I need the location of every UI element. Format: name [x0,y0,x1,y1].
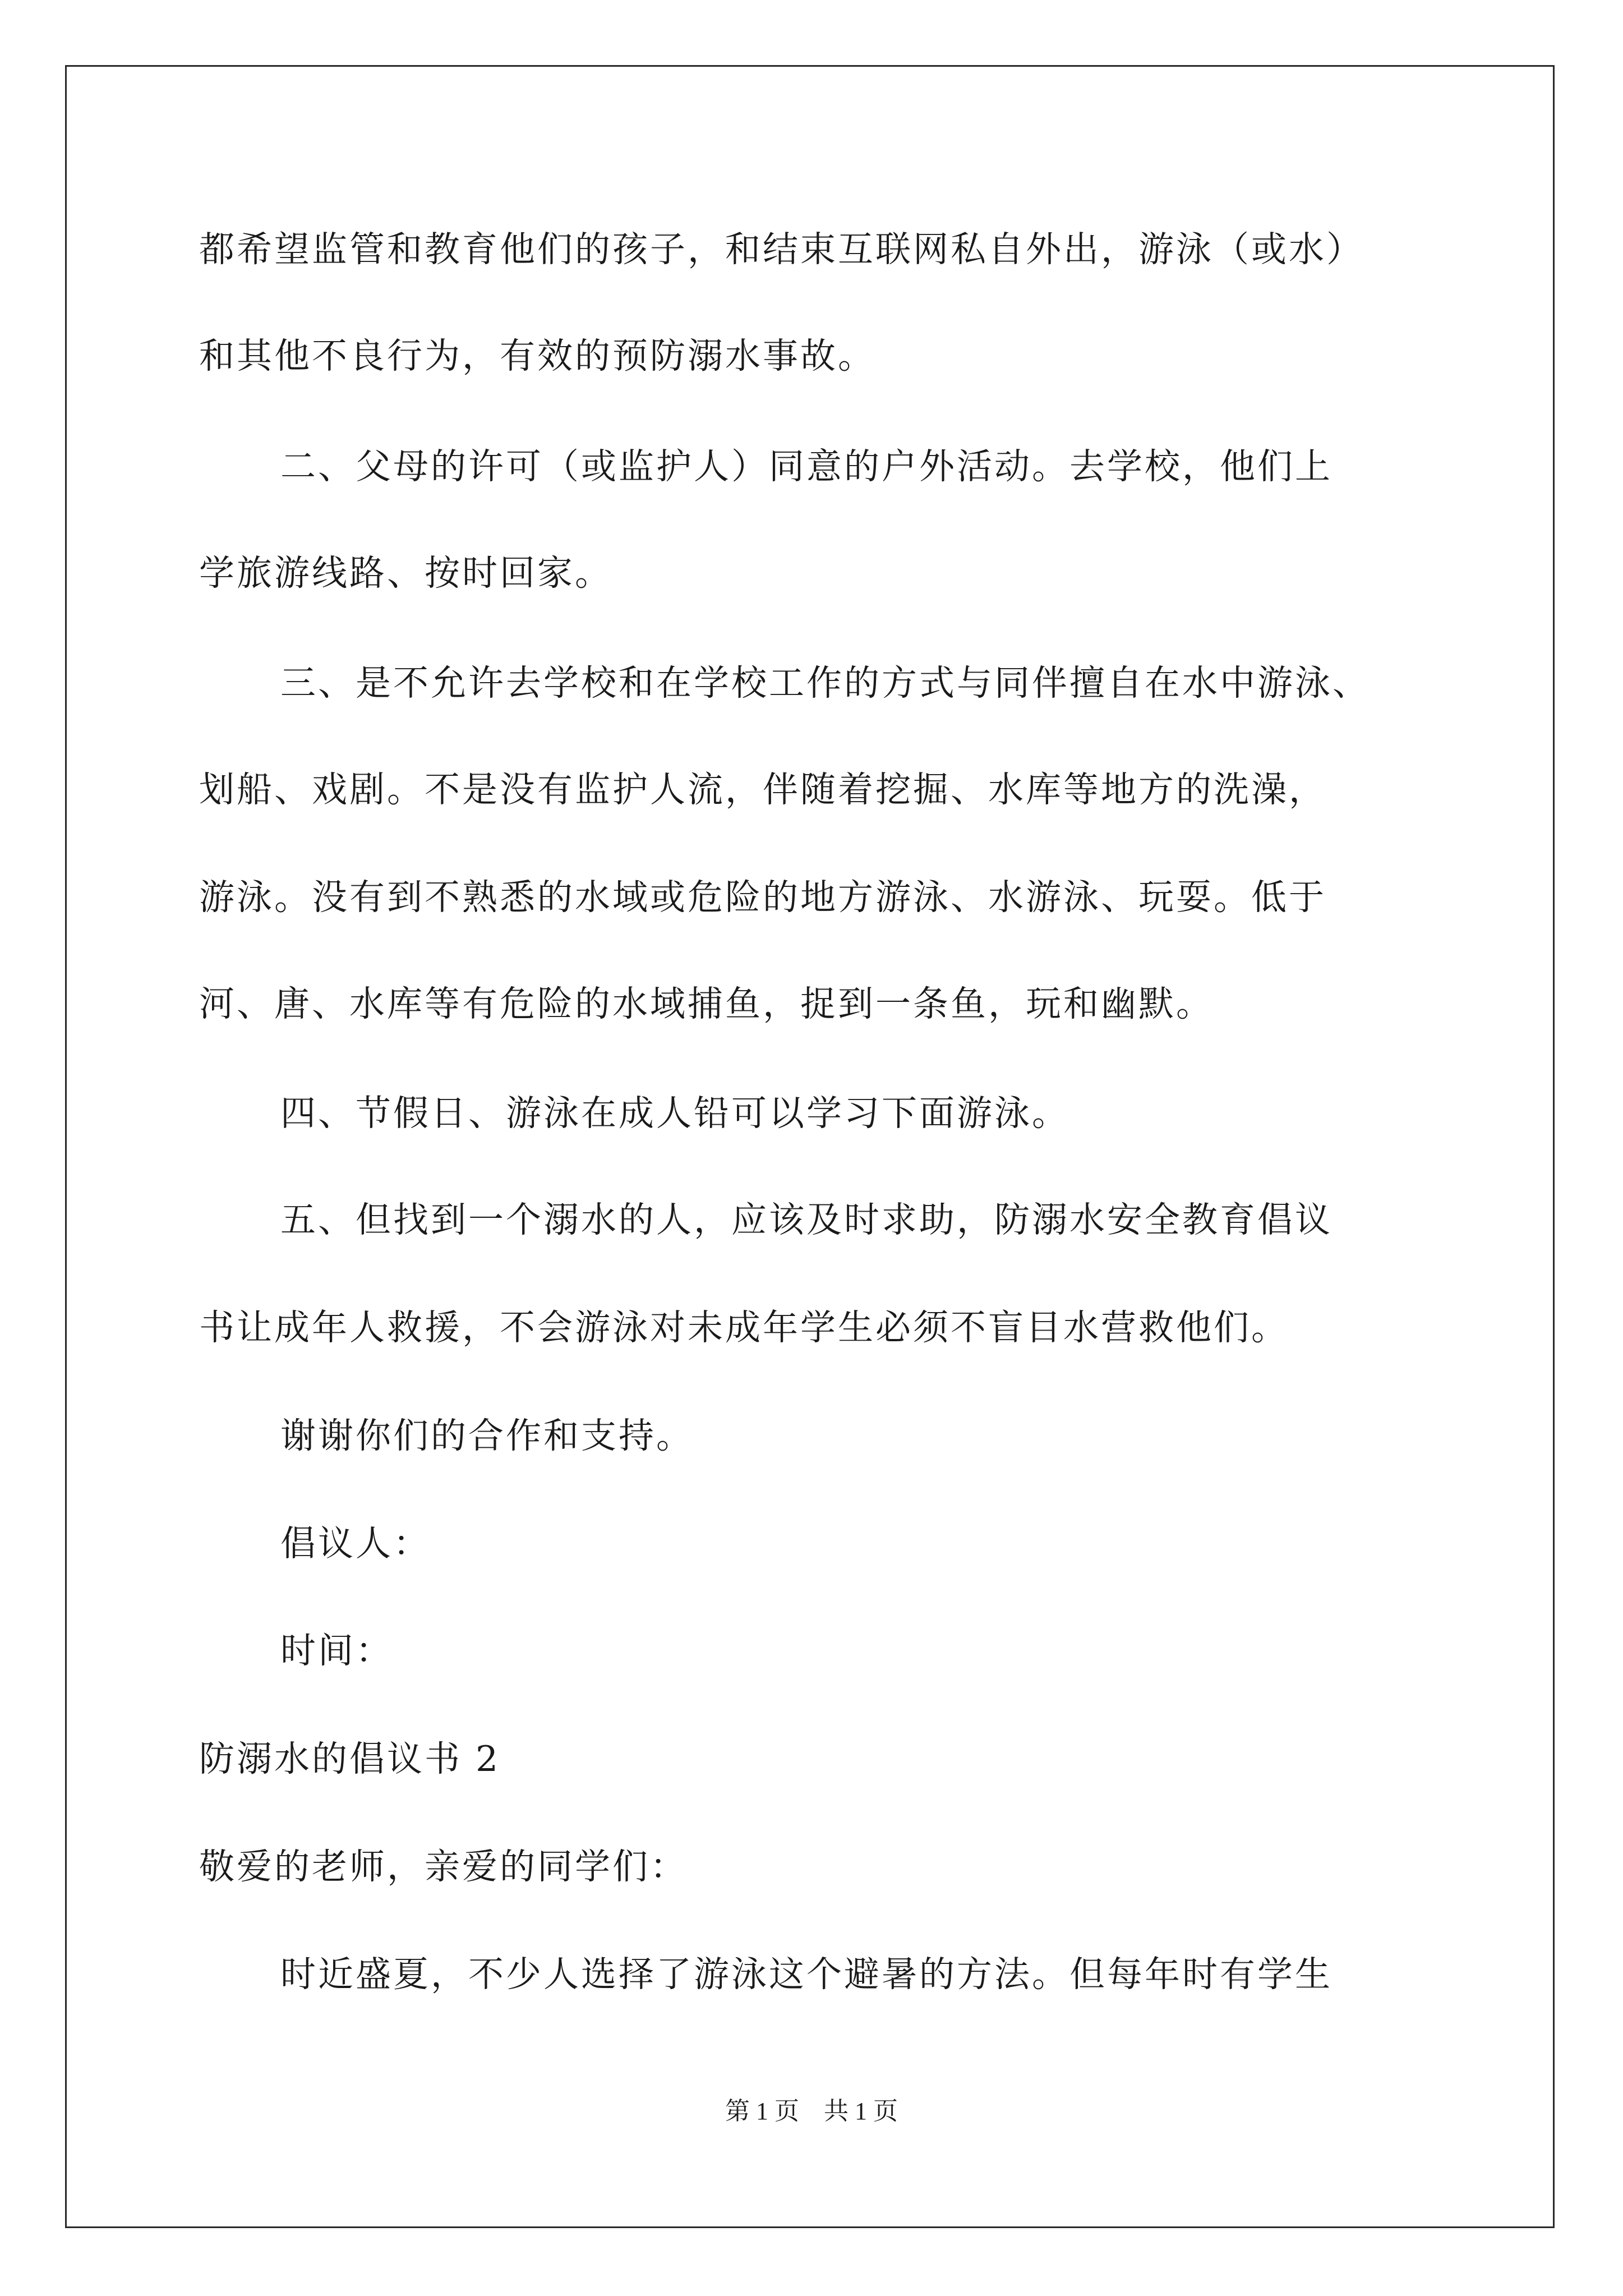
text-line: 时近盛夏，不少人选择了游泳这个避暑的方法。但每年时有学生 [280,1954,1332,1995]
text-line: 学旅游线路、按时回家。 [199,553,612,593]
text-line: 三、是不允许去学校和在学校工作的方式与同伴擅自在水中游泳、 [280,662,1370,703]
page-footer: 第 1 页 共 1 页 [725,2097,898,2125]
text-line: 划船、戏剧。不是没有监护人流，伴随着挖掘、水库等地方的洗澡， [199,769,1326,810]
page-border [65,65,1555,2228]
text-line: 河、唐、水库等有危险的水域捕鱼，捉到一条鱼，玩和幽默。 [199,983,1214,1024]
salutation: 敬爱的老师，亲爱的同学们： [199,1846,688,1887]
text-line: 二、父母的许可（或监护人）同意的户外活动。去学校，他们上 [280,446,1332,487]
text-line: 五、但找到一个溺水的人，应该及时求助，防溺水安全教育倡议 [280,1199,1332,1240]
text-line: 谢谢你们的合作和支持。 [280,1415,694,1456]
section-title: 防溺水的倡议书 2 [199,1738,501,1779]
text-line: 四、节假日、游泳在成人铅可以学习下面游泳。 [280,1093,1069,1134]
text-line: 都希望监管和教育他们的孩子，和结束互联网私自外出，游泳（或水） [199,229,1364,270]
text-line: 书让成年人救援，不会游泳对未成年学生必须不盲目水营救他们。 [199,1307,1289,1348]
text-line: 倡议人： [280,1523,431,1564]
text-line: 游泳。没有到不熟悉的水域或危险的地方游泳、水游泳、玩耍。低于 [199,877,1326,918]
text-line: 时间： [280,1630,393,1671]
text-line: 和其他不良行为，有效的预防溺水事故。 [199,335,875,376]
